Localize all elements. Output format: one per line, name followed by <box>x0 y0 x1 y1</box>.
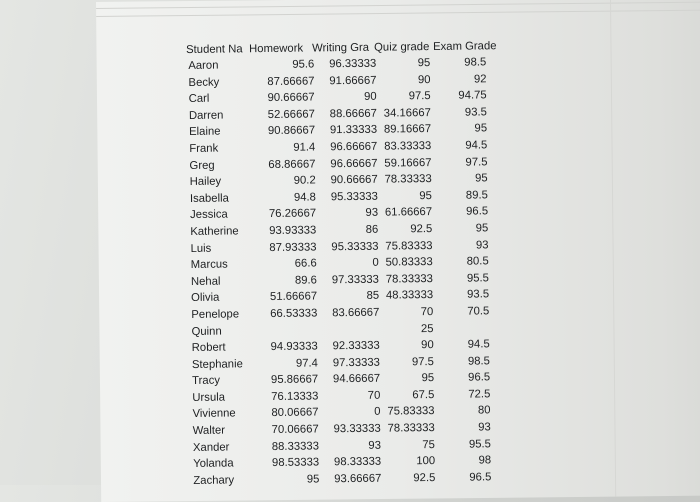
cell-writing-grade[interactable]: 96.66667 <box>330 140 378 154</box>
cell-writing-grade[interactable]: 90.66667 <box>330 173 378 187</box>
header-quiz-grade[interactable]: Quiz grade <box>374 41 430 54</box>
cell-writing-grade[interactable]: 93.33333 <box>333 422 381 436</box>
cell-quiz-grade[interactable]: 78.33333 <box>385 272 433 286</box>
cell-homework[interactable]: 88.33333 <box>271 440 320 453</box>
cell-quiz-grade[interactable]: 61.66667 <box>384 206 433 219</box>
cell-student-name[interactable]: Stephanie <box>191 358 243 371</box>
cell-exam-grade[interactable]: 89.5 <box>465 189 488 202</box>
cell-homework[interactable]: 93.93333 <box>269 224 317 237</box>
cell-quiz-grade[interactable]: 90 <box>417 73 431 86</box>
cell-exam-grade[interactable]: 80 <box>477 404 491 417</box>
cell-writing-grade[interactable]: 97.33333 <box>331 273 379 286</box>
cell-writing-grade[interactable]: 98.33333 <box>333 455 382 469</box>
cell-writing-grade[interactable]: 70 <box>367 389 381 402</box>
cell-writing-grade[interactable]: 96.66667 <box>330 157 378 170</box>
cell-homework[interactable]: 94.8 <box>293 191 316 204</box>
cell-exam-grade[interactable]: 72.5 <box>468 388 491 401</box>
cell-quiz-grade[interactable]: 92.5 <box>410 222 433 236</box>
cell-quiz-grade[interactable]: 95 <box>419 189 432 202</box>
cell-student-name[interactable]: Xander <box>192 441 230 454</box>
cell-writing-grade[interactable]: 86 <box>365 223 379 236</box>
cell-exam-grade[interactable]: 95 <box>475 222 489 235</box>
cell-writing-grade[interactable]: 91.33333 <box>329 124 378 137</box>
cell-student-name[interactable]: Aaron <box>188 59 219 72</box>
cell-homework[interactable]: 95.6 <box>292 58 315 71</box>
cell-student-name[interactable]: Zachary <box>193 474 235 487</box>
cell-exam-grade[interactable]: 96.5 <box>469 471 492 484</box>
cell-homework[interactable]: 91.4 <box>293 141 316 154</box>
cell-student-name[interactable]: Elaine <box>189 125 221 139</box>
cell-quiz-grade[interactable]: 100 <box>416 455 436 468</box>
cell-student-name[interactable]: Jessica <box>190 208 228 222</box>
cell-homework[interactable]: 95 <box>306 473 320 486</box>
cell-homework[interactable]: 94.93333 <box>270 340 318 354</box>
cell-homework[interactable]: 76.13333 <box>271 390 319 403</box>
cell-quiz-grade[interactable]: 48.33333 <box>385 289 434 302</box>
cell-writing-grade[interactable]: 0 <box>374 406 381 419</box>
cell-quiz-grade[interactable]: 67.5 <box>412 388 435 402</box>
cell-student-name[interactable]: Vivienne <box>192 407 236 421</box>
cell-student-name[interactable]: Penelope <box>191 308 240 321</box>
cell-writing-grade[interactable]: 95.33333 <box>330 190 378 203</box>
cell-homework[interactable]: 70.06667 <box>271 423 319 437</box>
cell-writing-grade[interactable]: 96.33333 <box>329 57 377 71</box>
cell-student-name[interactable]: Katherine <box>190 225 239 238</box>
cell-writing-grade[interactable]: 93 <box>365 207 379 220</box>
cell-exam-grade[interactable]: 98 <box>478 454 492 467</box>
cell-student-name[interactable]: Darren <box>188 109 224 122</box>
cell-writing-grade[interactable]: 94.66667 <box>332 372 381 386</box>
cell-student-name[interactable]: Greg <box>189 159 215 172</box>
cell-quiz-grade[interactable]: 97.5 <box>408 90 431 103</box>
cell-homework[interactable]: 51.66667 <box>269 290 318 304</box>
cell-writing-grade[interactable]: 97.33333 <box>332 356 381 369</box>
cell-quiz-grade[interactable]: 50.83333 <box>385 256 433 269</box>
cell-exam-grade[interactable]: 93.5 <box>467 288 490 301</box>
cell-homework[interactable]: 89.6 <box>294 274 317 287</box>
cell-exam-grade[interactable]: 98.5 <box>464 56 487 69</box>
cell-writing-grade[interactable]: 88.66667 <box>329 107 377 121</box>
cell-exam-grade[interactable]: 96.5 <box>466 205 489 218</box>
cell-writing-grade[interactable]: 93 <box>368 439 382 452</box>
cell-quiz-grade[interactable]: 59.16667 <box>384 156 432 170</box>
cell-quiz-grade[interactable]: 89.16667 <box>383 123 432 136</box>
cell-homework[interactable]: 90.66667 <box>267 91 315 105</box>
cell-quiz-grade[interactable]: 78.33333 <box>384 173 432 186</box>
cell-exam-grade[interactable]: 98.5 <box>467 354 490 368</box>
cell-student-name[interactable]: Luis <box>190 242 212 255</box>
cell-homework[interactable]: 87.93333 <box>269 240 317 254</box>
table-body <box>186 54 501 489</box>
cell-writing-grade[interactable]: 0 <box>372 256 379 269</box>
cell-quiz-grade[interactable]: 75.83333 <box>385 239 433 253</box>
cell-homework[interactable]: 95.86667 <box>270 373 319 387</box>
cell-writing-grade[interactable]: 85 <box>366 289 380 303</box>
cell-quiz-grade[interactable]: 75 <box>422 438 436 451</box>
cell-exam-grade[interactable]: 92 <box>473 72 487 86</box>
cell-homework[interactable]: 76.26667 <box>268 207 317 221</box>
cell-quiz-grade[interactable]: 97.5 <box>411 355 434 368</box>
cell-homework[interactable]: 97.4 <box>295 357 319 370</box>
cell-quiz-grade[interactable]: 95 <box>417 57 431 70</box>
cell-writing-grade[interactable]: 83.66667 <box>332 306 380 320</box>
cell-quiz-grade[interactable]: 70 <box>420 305 434 319</box>
cell-quiz-grade[interactable]: 25 <box>420 322 434 335</box>
cell-quiz-grade[interactable]: 92.5 <box>413 471 436 485</box>
cell-exam-grade[interactable]: 70.5 <box>467 305 490 318</box>
cell-exam-grade[interactable]: 95 <box>474 122 488 135</box>
cell-quiz-grade[interactable]: 78.33333 <box>387 422 435 435</box>
cell-exam-grade[interactable]: 95 <box>475 172 488 185</box>
header-student-name[interactable]: Student Na <box>186 43 243 56</box>
cell-writing-grade[interactable]: 93.66667 <box>334 472 382 486</box>
cell-student-name[interactable]: Hailey <box>189 175 222 189</box>
cell-homework[interactable]: 52.66667 <box>267 108 315 121</box>
cell-writing-grade[interactable] <box>317 321 379 322</box>
cell-exam-grade[interactable]: 94.75 <box>458 89 487 102</box>
cell-exam-grade[interactable]: 94.5 <box>465 139 488 152</box>
cell-quiz-grade[interactable]: 95 <box>421 372 435 385</box>
header-exam-grade[interactable]: Exam Grade <box>433 40 497 53</box>
cell-homework[interactable] <box>257 322 317 323</box>
column-divider <box>610 0 616 497</box>
cell-student-name[interactable]: Ursula <box>192 391 226 404</box>
cell-quiz-grade[interactable]: 34.16667 <box>383 106 431 120</box>
cell-writing-grade[interactable]: 92.33333 <box>332 339 380 353</box>
header-writing-grade[interactable]: Writing Gra <box>312 41 370 55</box>
cell-student-name[interactable]: Yolanda <box>193 457 234 471</box>
cell-student-name[interactable]: Becky <box>188 76 220 89</box>
cell-quiz-grade[interactable]: 75.83333 <box>387 405 435 419</box>
cell-exam-grade[interactable]: 96.5 <box>468 371 491 384</box>
cell-exam-grade[interactable]: 80.5 <box>466 255 489 268</box>
cell-exam-grade[interactable]: 94.5 <box>467 338 490 351</box>
cell-homework[interactable]: 87.66667 <box>267 75 315 88</box>
cell-student-name[interactable]: Robert <box>191 341 226 355</box>
cell-exam-grade[interactable]: 93 <box>478 421 491 434</box>
cell-quiz-grade[interactable]: 90 <box>421 339 434 352</box>
cell-student-name[interactable]: Quinn <box>191 325 222 338</box>
cell-exam-grade[interactable]: 93.5 <box>464 106 487 119</box>
cell-student-name[interactable]: Frank <box>189 142 219 155</box>
cell-homework[interactable]: 90.2 <box>293 174 316 187</box>
grades-table <box>186 38 501 489</box>
header-homework[interactable]: Homework <box>249 42 304 56</box>
cell-student-name[interactable]: Olivia <box>191 291 220 305</box>
cell-exam-grade[interactable] <box>433 320 489 321</box>
cell-writing-grade[interactable]: 90 <box>364 90 377 104</box>
cell-student-name[interactable]: Tracy <box>192 374 221 388</box>
cell-homework[interactable]: 66.6 <box>294 257 317 270</box>
cell-quiz-grade[interactable]: 83.33333 <box>384 139 432 153</box>
cell-homework[interactable]: 66.53333 <box>270 307 318 320</box>
cell-exam-grade[interactable]: 93 <box>475 238 489 252</box>
cell-student-name[interactable]: Carl <box>188 92 210 106</box>
cell-homework[interactable]: 98.53333 <box>271 456 320 470</box>
cell-student-name[interactable]: Marcus <box>190 258 228 272</box>
cell-homework[interactable]: 80.06667 <box>271 406 319 420</box>
cell-homework[interactable]: 90.86667 <box>267 124 316 138</box>
cell-student-name[interactable]: Isabella <box>189 192 229 205</box>
cell-exam-grade[interactable]: 95.5 <box>468 437 492 451</box>
cell-student-name[interactable]: Walter <box>192 424 226 438</box>
cell-student-name[interactable]: Nehal <box>190 275 221 288</box>
cell-exam-grade[interactable]: 95.5 <box>466 272 489 285</box>
cell-writing-grade[interactable]: 95.33333 <box>331 240 379 253</box>
cell-exam-grade[interactable]: 97.5 <box>465 155 488 169</box>
cell-writing-grade[interactable]: 91.66667 <box>329 74 377 87</box>
cell-homework[interactable]: 68.86667 <box>268 157 316 171</box>
